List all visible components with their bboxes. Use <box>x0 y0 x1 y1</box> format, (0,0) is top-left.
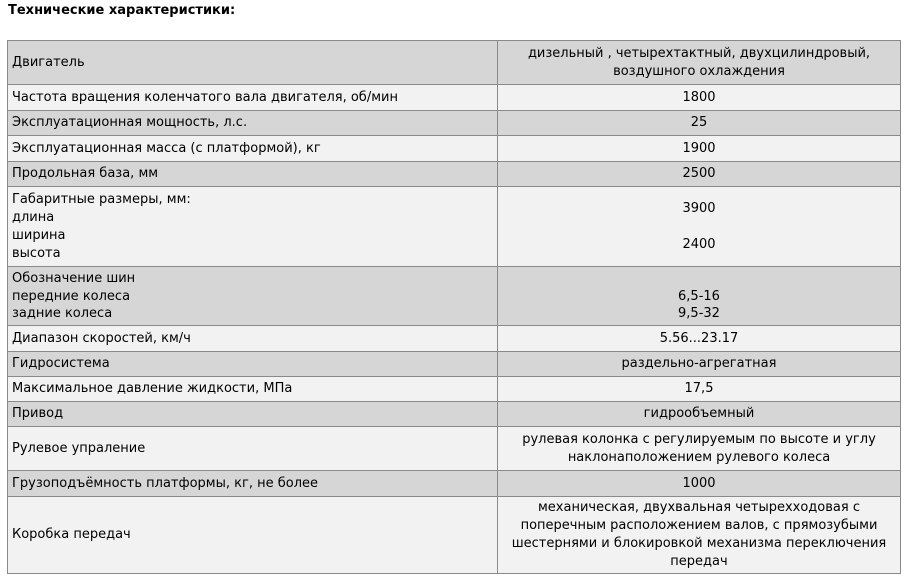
spec-value: раздельно-агрегатная <box>498 352 901 377</box>
spec-name: Коробка передач <box>8 497 498 574</box>
table-row <box>8 326 901 352</box>
spec-name-line: Габаритные размеры, мм: <box>12 191 191 207</box>
spec-value: дизельный , четырехтактный, двухцилиндровый, воздушного охлаждения <box>498 41 901 85</box>
table-row <box>8 352 901 377</box>
table-row <box>8 136 901 162</box>
spec-value-line: 9,5-32 <box>678 306 720 321</box>
table-row <box>8 85 901 111</box>
table-row <box>8 427 901 471</box>
page-title: Технические характеристики: <box>8 3 236 18</box>
spec-name <box>8 187 498 267</box>
table-row <box>8 41 901 85</box>
table-row <box>8 162 901 187</box>
spec-name <box>8 267 498 326</box>
spec-value-line: 3900 <box>682 200 716 216</box>
spec-value: 5.56...23.17 <box>498 326 901 352</box>
spec-value <box>498 187 901 267</box>
table-row <box>8 111 901 136</box>
spec-name-line: длина <box>12 209 55 225</box>
spec-name: Рулевое упраление <box>8 427 498 471</box>
spec-name: Эксплуатационная масса (с платформой), кг <box>8 136 498 162</box>
spec-name-line: высота <box>12 245 61 261</box>
table-row <box>8 267 901 326</box>
spec-value: механическая, двухвальная четырехходовая с поперечным расположением валов, с прямозубыми шестернями и блокировкой механизма переключения передач <box>498 497 901 574</box>
spec-name: Двигатель <box>8 41 498 85</box>
specs-table <box>7 40 901 574</box>
spec-value: 2500 <box>498 162 901 187</box>
spec-value: 1000 <box>498 471 901 497</box>
spec-name-line: задние колеса <box>12 306 113 321</box>
table-row <box>8 402 901 427</box>
spec-name: Продольная база, мм <box>8 162 498 187</box>
spec-value: рулевая колонка с регулируемым по высоте и углу наклонаположением рулевого колеса <box>498 427 901 471</box>
spec-name: Диапазон скоростей, км/ч <box>8 326 498 352</box>
spec-name: Частота вращения коленчатого вала двигателя, об/мин <box>8 85 498 111</box>
spec-value: 25 <box>498 111 901 136</box>
spec-name: Гидросистема <box>8 352 498 377</box>
spec-value: 1800 <box>498 85 901 111</box>
spec-name: Эксплуатационная мощность, л.с. <box>8 111 498 136</box>
spec-name-line: Обозначение шин <box>12 271 136 286</box>
spec-name: Грузоподъёмность платформы, кг, не более <box>8 471 498 497</box>
table-row <box>8 187 901 267</box>
table-row <box>8 377 901 402</box>
spec-value: 17,5 <box>498 377 901 402</box>
spec-value-line: 6,5-16 <box>678 289 720 304</box>
table-row <box>8 471 901 497</box>
spec-value-line: 2400 <box>682 236 716 252</box>
spec-value: гидрообъемный <box>498 402 901 427</box>
table-row <box>8 497 901 574</box>
spec-name-line: ширина <box>12 227 66 243</box>
spec-name: Привод <box>8 402 498 427</box>
spec-name: Максимальное давление жидкости, МПа <box>8 377 498 402</box>
spec-value: 1900 <box>498 136 901 162</box>
spec-value <box>498 267 901 326</box>
spec-name-line: передние колеса <box>12 289 131 304</box>
